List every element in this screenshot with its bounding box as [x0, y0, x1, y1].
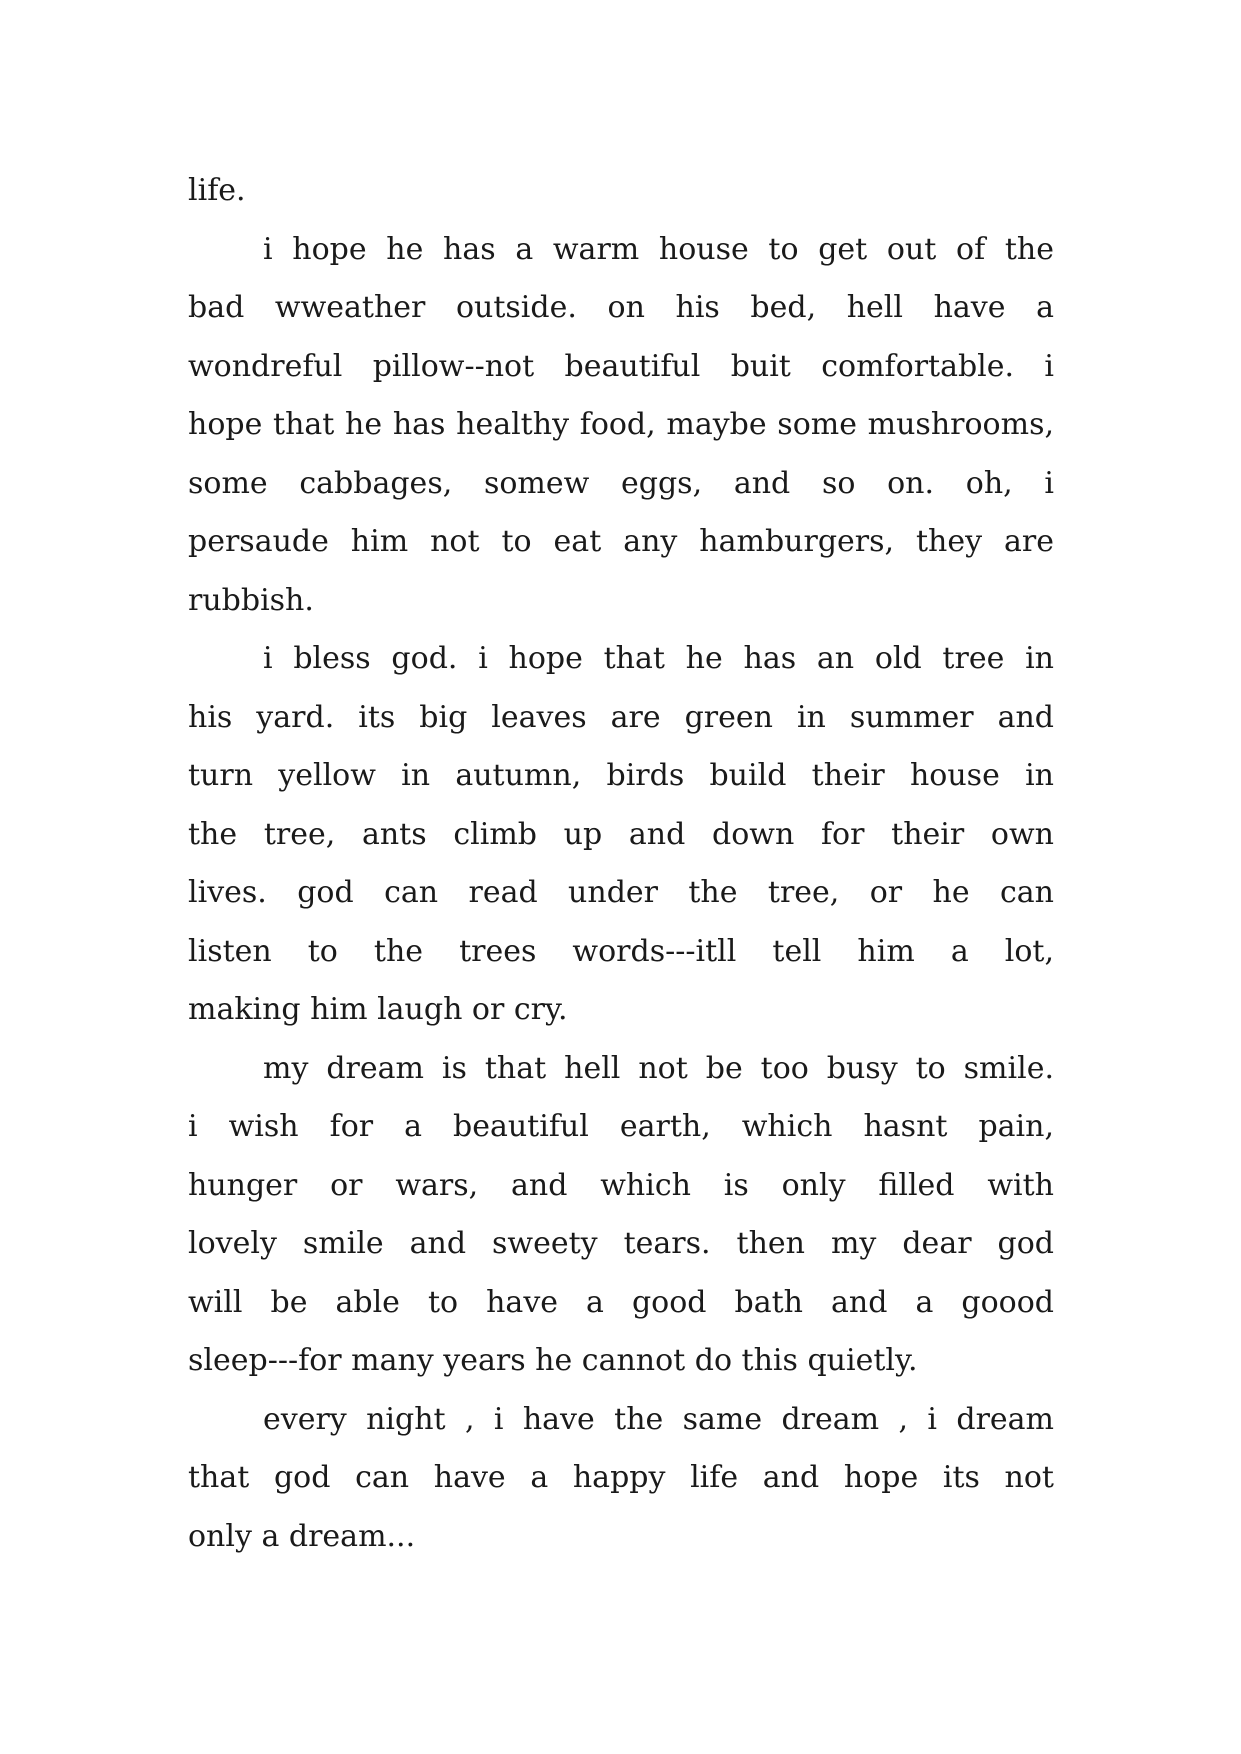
text-line: sleep---for many years he cannot do this quietly. [188, 1343, 918, 1378]
text-line: persaude him not to eat any hamburgers, they are [188, 524, 1054, 559]
text-line: wondreful pillow--not beautiful buit comfortable. i [188, 348, 1054, 384]
text-line: i wish for a beautiful earth, which hasnt pain, [188, 1109, 1054, 1144]
text-line: every night , i have the same dream , i dream [263, 1401, 1054, 1437]
text-line: listen to the trees words---itll tell him a lot, [188, 933, 1054, 969]
text-line: hope that he has healthy food, maybe some mushrooms, [188, 407, 1054, 442]
text-line: lovely smile and sweety tears. then my dear god [188, 1226, 1054, 1261]
text-line: the tree, ants climb up and down for their own [188, 816, 1054, 852]
text-line: turn yellow in autumn, birds build their house in [188, 758, 1054, 793]
text-line: bad wweather outside. on his bed, hell have a [188, 290, 1054, 325]
text-line: rubbish. [188, 582, 314, 618]
document-body [188, 162, 1054, 1566]
text-line: i bless god. i hope that he has an old tree in [263, 641, 1054, 676]
text-line: making him laugh or cry. [188, 992, 568, 1027]
text-line: his yard. its big leaves are green in summer and [188, 699, 1054, 735]
text-line: only a dream... [188, 1518, 416, 1554]
text-line: life. [188, 173, 246, 208]
text-line: hunger or wars, and which is only filled with [188, 1167, 1054, 1203]
text-line: some cabbages, somew eggs, and so on. oh, i [188, 465, 1054, 501]
text-line: that god can have a happy life and hope its not [188, 1460, 1054, 1495]
text-line: lives. god can read under the tree, or he can [188, 875, 1054, 910]
text-line: will be able to have a good bath and a goood [188, 1284, 1054, 1320]
text-line: i hope he has a warm house to get out of the [263, 231, 1054, 267]
text-line: my dream is that hell not be too busy to smile. [263, 1050, 1054, 1086]
